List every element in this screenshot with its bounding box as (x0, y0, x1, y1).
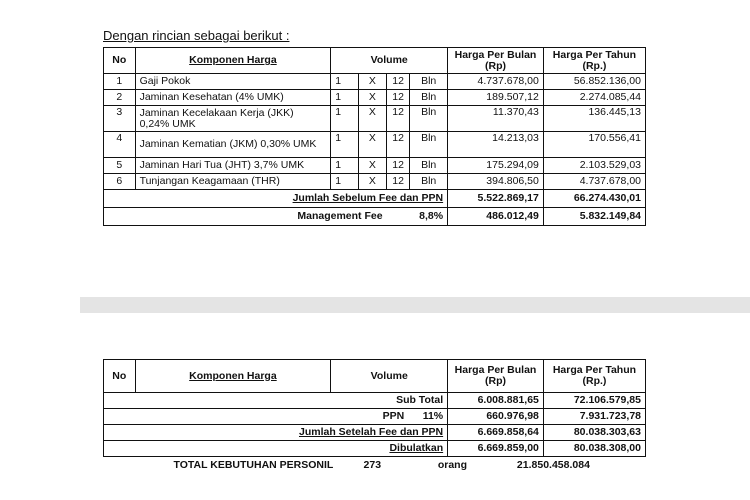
subtotal-bulan: 6.008.881,65 (448, 393, 544, 409)
subtotal-row (104, 393, 646, 409)
rounded-label: Dibulatkan (389, 442, 444, 454)
header-bulan: Harga Per Bulan (Rp) (448, 360, 544, 393)
table-row: 1 Gaji Pokok 1 X 12 Bln 4.737.678,00 56.852.136,00 (104, 74, 646, 90)
ppn-label: PPN (382, 410, 405, 422)
subtotal-label: Jumlah Sebelum Fee dan PPN (292, 192, 444, 204)
rounded-bulan: 6.669.859,00 (448, 441, 544, 457)
header-tahun: Harga Per Tahun (Rp.) (543, 360, 645, 393)
ppn-bulan: 660.976,98 (448, 409, 544, 425)
total-label: TOTAL KEBUTUHAN PERSONIL (173, 458, 334, 471)
subtotal-bulan: 5.522.869,17 (448, 190, 544, 208)
header-komponen: Komponen Harga (135, 360, 331, 393)
subtotal-tahun: 72.106.579,85 (543, 393, 645, 409)
intro-text: Dengan rincian sebagai berikut : (103, 28, 290, 43)
after-fee-row (104, 425, 646, 441)
table-row: 5 Jaminan Hari Tua (JHT) 3,7% UMK 1 X 12 Bln 175.294,09 2.103.529,03 (104, 158, 646, 174)
page-break-divider (80, 297, 750, 313)
table-header-row (104, 360, 646, 393)
table-row: 4 Jaminan Kematian (JKM) 0,30% UMK 1 X 12 Bln 14.213,03 170.556,41 (104, 132, 646, 158)
fee-pct: 8,8% (387, 208, 448, 226)
subtotal-tahun: 66.274.430,01 (543, 190, 645, 208)
header-volume: Volume (331, 48, 448, 74)
ppn-tahun: 7.931.723,78 (543, 409, 645, 425)
total-value: 21.850.458.084 (516, 458, 590, 471)
total-count: 273 (363, 458, 382, 471)
header-komponen: Komponen Harga (135, 48, 331, 74)
rounded-row (104, 441, 646, 457)
ppn-row (104, 409, 646, 425)
ppn-pct: 11% (422, 410, 444, 422)
row-name: Jaminan Kesehatan (4% UMK) (135, 90, 331, 106)
header-no: No (104, 48, 136, 74)
table-row: 2 Jaminan Kesehatan (4% UMK) 1 X 12 Bln 189.507,12 2.274.085,44 (104, 90, 646, 106)
table-row: 3 Jaminan Kecelakaan Kerja (JKK) 0,24% UMK 1 X 12 Bln 11.370,43 136.445,13 (104, 106, 646, 132)
row-name: Jaminan Kecelakaan Kerja (JKK) 0,24% UMK (135, 106, 331, 132)
table-row: 6 Tunjangan Keagamaan (THR) 1 X 12 Bln 394.806,50 4.737.678,00 (104, 174, 646, 190)
fee-tahun: 5.832.149,84 (543, 208, 645, 226)
total-row (104, 457, 646, 474)
price-table-1 (103, 47, 646, 226)
row-name: Jaminan Hari Tua (JHT) 3,7% UMK (135, 158, 331, 174)
rounded-tahun: 80.038.308,00 (543, 441, 645, 457)
after-fee-bulan: 6.669.858,64 (448, 425, 544, 441)
subtotal-row (104, 190, 646, 208)
fee-bulan: 486.012,49 (448, 208, 544, 226)
header-tahun: Harga Per Tahun (Rp.) (543, 48, 645, 74)
row-name: Gaji Pokok (135, 74, 331, 90)
fee-row (104, 208, 646, 226)
row-name: Tunjangan Keagamaan (THR) (135, 174, 331, 190)
after-fee-tahun: 80.038.303,63 (543, 425, 645, 441)
price-table-2 (103, 359, 646, 474)
table-header-row (104, 48, 646, 74)
fee-label: Management Fee (104, 208, 387, 226)
header-no: No (104, 360, 136, 393)
header-volume: Volume (331, 360, 448, 393)
subtotal-label: Sub Total (104, 393, 448, 409)
row-name: Jaminan Kematian (JKM) 0,30% UMK (135, 132, 331, 158)
total-unit: orang (437, 458, 467, 471)
after-fee-label: Jumlah Setelah Fee dan PPN (298, 426, 444, 438)
header-bulan: Harga Per Bulan (Rp) (448, 48, 544, 74)
